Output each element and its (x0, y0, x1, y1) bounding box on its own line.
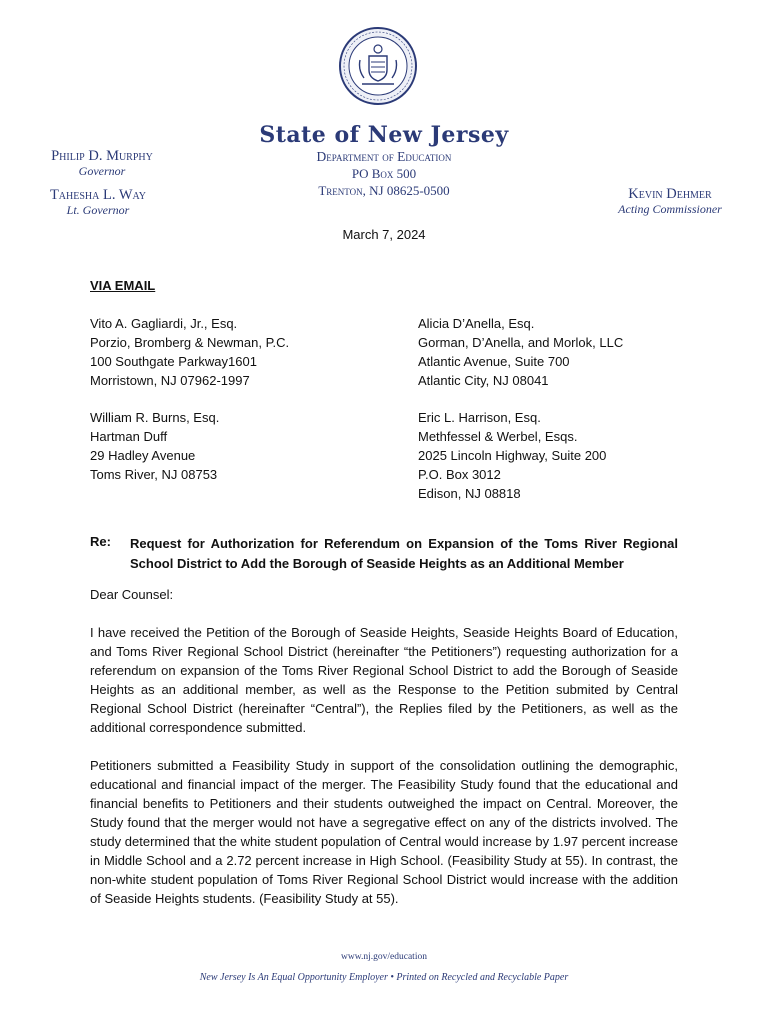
recipient-address-1 (90, 314, 289, 390)
commissioner-name: Kevin Dehmer (628, 186, 712, 202)
address-line: 2025 Lincoln Highway, Suite 200 (418, 448, 607, 463)
department-name: Department of Education (316, 149, 452, 164)
paragraph-1: I have received the Petition of the Borough of Seaside Heights, Seaside Heights Board of Education, and Toms River Regional School District (hereinafter “the Petitioners”) requesting authorization for a referendum on expansion of the Toms River Regional School District to add the Borough of Seaside Heights as an additional member, as well as the Response to the Petition submited by Central Regional School District (hereinafter “Central”), the Replies filed by the Petitioners, as well as the additional correspondence submitted. (90, 625, 678, 735)
address-line: Morristown, NJ 07962-1997 (90, 373, 250, 388)
lt-governor-name: Tahesha L. Way (49, 187, 147, 203)
salutation: Dear Counsel: (90, 587, 174, 602)
po-box: PO Box 500 (351, 166, 417, 181)
footer-tagline: New Jersey Is An Equal Opportunity Employer • Printed on Recycled and Recyclable Paper (199, 972, 569, 983)
address-line: Eric L. Harrison, Esq. (418, 410, 541, 425)
address-line: 100 Southgate Parkway1601 (90, 354, 257, 369)
address-line: Methfessel & Werbel, Esqs. (418, 429, 578, 444)
address-line: Vito A. Gagliardi, Jr., Esq. (90, 316, 238, 331)
address-line: Gorman, D’Anella, and Morlok, LLC (418, 335, 624, 350)
recipient-address-4 (418, 408, 606, 503)
lt-governor-title: Lt. Governor (66, 203, 130, 217)
address-line: Atlantic Avenue, Suite 700 (418, 354, 570, 369)
subject-label: Re: (90, 534, 111, 549)
address-line: Hartman Duff (90, 429, 168, 444)
delivery-method: VIA EMAIL (90, 278, 156, 293)
address-line: 29 Hadley Avenue (90, 448, 196, 463)
address-line: Atlantic City, NJ 08041 (418, 373, 549, 388)
recipient-address-3 (90, 408, 219, 484)
subject-text: Request for Authorization for Referendum on Expansion of the Toms River Regional School District to Add the Borough of Seaside Heights as an Additional Member (130, 536, 678, 571)
city-zip: Trenton, NJ 08625-0500 (318, 183, 450, 198)
address-line: William R. Burns, Esq. (90, 410, 220, 425)
address-line: Porzio, Bromberg & Newman, P.C. (90, 335, 290, 350)
address-line: P.O. Box 3012 (418, 467, 501, 482)
letter-date: March 7, 2024 (342, 227, 426, 242)
nj-state-seal-icon (338, 26, 418, 106)
address-line: Edison, NJ 08818 (418, 486, 521, 501)
governor-title: Governor (78, 164, 126, 178)
footer-url: www.nj.gov/education (341, 952, 427, 962)
commissioner-title: Acting Commissioner (618, 202, 722, 216)
paragraph-2: Petitioners submitted a Feasibility Study in support of the consolidation outlining the demographic, educational and financial impact of the merger. The Feasibility Study found that the educational and financial benefits to Petitioners and their students outweighed the impact on Central. Moreover, the Study found that the merger would not have a segregative effect on any of the districts involved. The study determined that the white student population of Central would increase by 1.97 percent increase in Middle School and a 2.72 percent increase in High School. (Feasibility Study at 55). In contrast, the non-white student population of Toms River Regional School District would increase with the addition of Seaside Heights students. (Feasibility Study at 55). (90, 758, 678, 906)
governor-name: Philip D. Murphy (51, 148, 153, 164)
address-line: Alicia D’Anella, Esq. (418, 316, 535, 331)
recipient-address-2 (418, 314, 623, 390)
state-name: State of New Jersey (259, 122, 509, 148)
address-line: Toms River, NJ 08753 (90, 467, 218, 482)
